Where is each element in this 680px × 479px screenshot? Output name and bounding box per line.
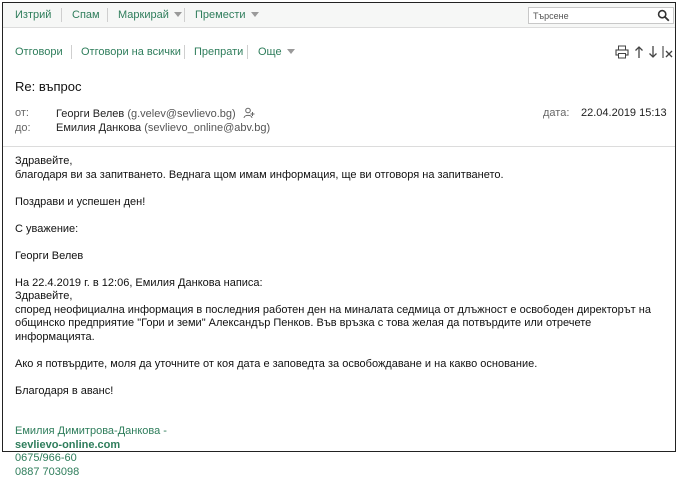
toolbar-divider xyxy=(71,45,72,59)
from-label: от: xyxy=(15,107,29,119)
print-icon[interactable] xyxy=(615,45,629,59)
reply-button[interactable]: Отговори xyxy=(15,46,63,58)
blank-line xyxy=(15,398,665,412)
quoted-line: Ако я потвърдите, моля да уточните от коя дата е заповедта за освобождаване и на какво основание. xyxy=(15,358,665,372)
mark-menu[interactable] xyxy=(118,9,182,21)
toolbar-divider xyxy=(184,45,185,59)
move-menu-label: Премести xyxy=(195,9,246,21)
message-subject: Re: въпрос xyxy=(15,79,81,94)
quoted-greeting: Здравейте, xyxy=(15,290,665,304)
blank-line xyxy=(15,371,665,385)
closing-line: Поздрави и успешен ден! xyxy=(15,196,665,210)
chevron-down-icon xyxy=(174,12,182,17)
blank-line xyxy=(15,182,665,196)
recipient-name[interactable]: Емилия Данкова xyxy=(56,122,141,134)
recipient-email[interactable]: (sevlievo_online@abv.bg) xyxy=(144,122,270,134)
greeting: Здравейте, xyxy=(15,155,665,169)
top-toolbar xyxy=(3,3,675,28)
signature-name: Емилия Димитрова-Данкова - xyxy=(15,425,665,439)
body-line: благодаря ви за запитването. Веднага щом имам информация, ще ви отговоря на запитването. xyxy=(15,169,665,183)
more-menu[interactable] xyxy=(258,46,295,58)
toolbar-divider xyxy=(184,8,185,22)
blank-line xyxy=(15,344,665,358)
blank-line xyxy=(15,236,665,250)
chevron-down-icon xyxy=(251,12,259,17)
from-field xyxy=(56,107,255,120)
search-input[interactable] xyxy=(529,8,653,23)
reply-all-button[interactable]: Отговори на всички xyxy=(81,46,181,58)
date-value: 22.04.2019 15:13 xyxy=(581,107,667,119)
toolbar-divider xyxy=(247,45,248,59)
arrow-down-icon[interactable] xyxy=(646,45,660,59)
signature-phone: 0887 703098 xyxy=(15,466,665,479)
sender-signature: Георги Велев xyxy=(15,250,665,264)
to-label: до: xyxy=(15,122,31,134)
move-menu[interactable] xyxy=(195,9,259,21)
signature-phone: 0675/966-60 xyxy=(15,452,665,466)
spam-button[interactable]: Спам xyxy=(72,9,100,21)
forward-button[interactable]: Препрати xyxy=(194,46,243,58)
mark-menu-label: Маркирай xyxy=(118,9,169,21)
to-field xyxy=(56,122,270,134)
message-actions xyxy=(3,41,675,61)
message-body xyxy=(15,155,665,479)
email-window xyxy=(2,2,676,452)
signature-site-link[interactable]: sevlievo-online.com xyxy=(15,439,665,453)
toolbar-divider xyxy=(61,8,62,22)
date-label: дата: xyxy=(543,107,569,119)
blank-line xyxy=(15,412,665,426)
quoted-line: според неофициална информация в последния работен ден на миналата седмица от длъжност е освободен директорът на xyxy=(15,304,665,318)
arrow-up-icon[interactable] xyxy=(632,45,646,59)
delete-button[interactable]: Изтрий xyxy=(15,9,51,21)
add-contact-icon[interactable] xyxy=(243,107,255,119)
quoted-line: общинско предприятие "Гори и земи" Александър Пенков. Във връзка с това желая да потвърдите или отречете информацията. xyxy=(15,317,665,344)
more-menu-label: Още xyxy=(258,46,282,58)
toolbar-divider xyxy=(107,8,108,22)
header-divider xyxy=(3,146,675,147)
sender-name[interactable]: Георги Велев xyxy=(56,108,124,120)
regards-line: С уважение: xyxy=(15,223,665,237)
close-icon[interactable] xyxy=(660,45,674,59)
chevron-down-icon xyxy=(287,49,295,54)
blank-line xyxy=(15,263,665,277)
sender-email[interactable]: (g.velev@sevlievo.bg) xyxy=(127,108,235,120)
quote-header: На 22.4.2019 г. в 12:06, Емилия Данкова написа: xyxy=(15,277,665,291)
quoted-thanks: Благодаря в аванс! xyxy=(15,385,665,399)
search-box xyxy=(528,7,674,24)
search-icon[interactable] xyxy=(657,9,670,22)
blank-line xyxy=(15,209,665,223)
